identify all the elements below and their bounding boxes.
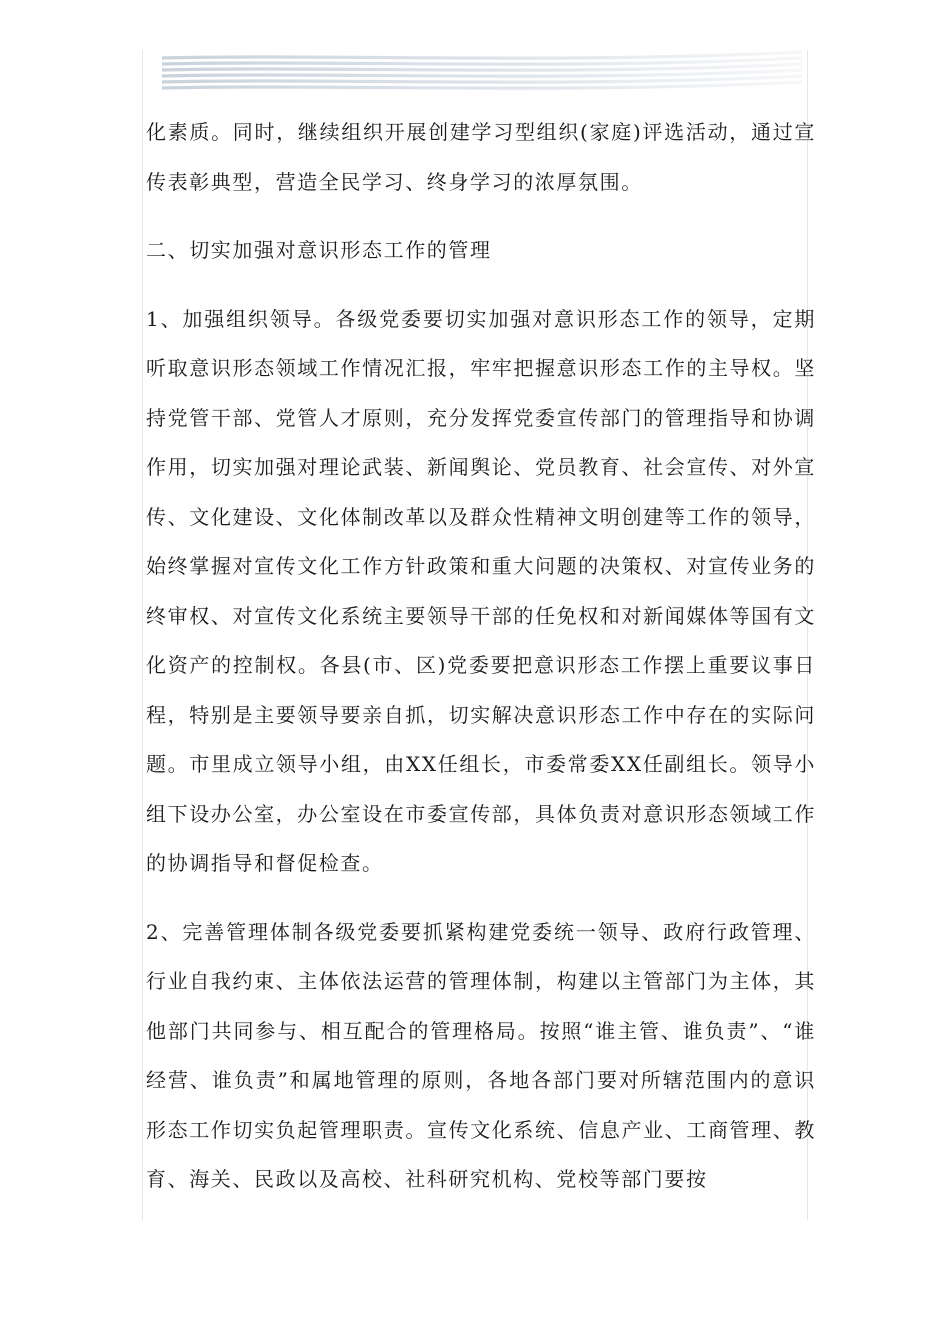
paragraph-management-system: 2、完善管理体制各级党委要抓紧构建党委统一领导、政府行政管理、行业自我约束、主体依法运营的管理体制，构建以主管部门为主体，其他部门共同参与、相互配合的管理格局。按照“谁主管、谁负责”、“谁经营、谁负责”和属地管理的原则，各地各部门要对所辖范围内的意识形态工作切实负起管理职责。宣传文化系统、信息产业、工商管理、教育、海关、民政以及高校、社科研究机构、党校等部门要按 [146, 919, 816, 1191]
section-heading: 二、切实加强对意识形态工作的管理 [146, 238, 492, 262]
document-body [146, 108, 816, 1205]
wave-banner-graphic [142, 50, 808, 94]
paragraph-continuation: 化素质。同时，继续组织开展创建学习型组织(家庭)评选活动，通过宣传表彰典型，营造全民学习、终身学习的浓厚氛围。 [146, 120, 816, 194]
paragraph-organization-leadership: 1、加强组织领导。各级党委要切实加强对意识形态工作的领导，定期听取意识形态领域工作情况汇报，牢牢把握意识形态工作的主导权。坚持党管干部、党管人才原则，充分发挥党委宣传部门的管理指导和协调作用，切实加强对理论武装、新闻舆论、党员教育、社会宣传、对外宣传、文化建设、文化体制改革以及群众性精神文明创建等工作的领导，始终掌握对宣传文化工作方针政策和重大问题的决策权、对宣传业务的终审权、对宣传文化系统主要领导干部的任免权和对新闻媒体等国有文化资产的控制权。各县(市、区)党委要把意识形态工作摆上重要议事日程，特别是主要领导要亲自抓，切实解决意识形态工作中存在的实际问题。市里成立领导小组，由XX任组长，市委常委XX任副组长。领导小组下设办公室，办公室设在市委宣传部，具体负责对意识形态领域工作的协调指导和督促检查。 [146, 306, 816, 875]
page-header-decoration [142, 50, 808, 94]
page-left-border [142, 50, 143, 1220]
